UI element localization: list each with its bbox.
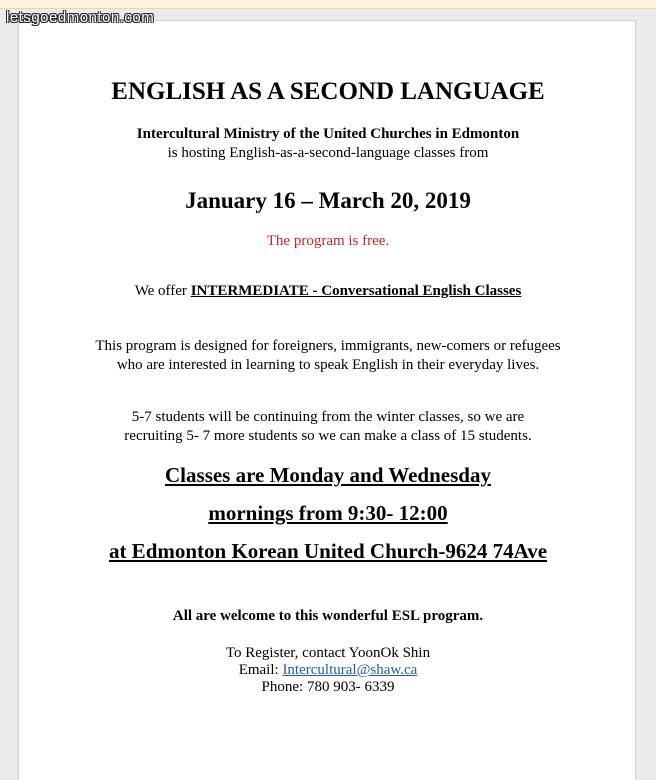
students-line-1: 5-7 students will be continuing from the winter classes, so we are (131, 409, 525, 425)
description-line-2: who are interested in learning to speak English in their everyday lives. (116, 357, 540, 373)
flyer-title: ENGLISH AS A SECOND LANGUAGE (111, 78, 545, 105)
schedule-location: at Edmonton Korean United Church-9624 74Ave (108, 539, 548, 563)
phone-number: Phone: 780 903- 6339 (261, 679, 395, 695)
students-line-2: recruiting 5- 7 more students so we can make a class of 15 students. (124, 428, 532, 444)
students-info (19, 408, 637, 446)
watermark: letsgoedmonton.com (6, 9, 155, 26)
organization-name: Intercultural Ministry of the United Churches in Edmonton (136, 126, 520, 142)
schedule-days: Classes are Monday and Wednesday (165, 463, 491, 487)
contact-block (19, 645, 637, 696)
welcome-message: All are welcome to this wonderful ESL program. (172, 608, 484, 624)
top-bar (0, 0, 656, 9)
hosting-text: is hosting English-as-a-second-language classes from (167, 145, 489, 161)
flyer-page (18, 20, 636, 780)
offer-line (19, 283, 637, 300)
schedule-time: mornings from 9:30- 12:00 (208, 501, 448, 525)
program-dates: January 16 – March 20, 2019 (185, 188, 471, 213)
offer-prefix: We offer (134, 283, 191, 299)
free-note: The program is free. (266, 233, 390, 249)
register-contact: To Register, contact YoonOk Shin (225, 645, 431, 661)
email-label: Email: (238, 662, 283, 678)
program-description (19, 337, 637, 375)
description-line-1: This program is designed for foreigners, immigrants, new-comers or refugees (95, 338, 561, 354)
offer-class: INTERMEDIATE - Conversational English Classes (190, 283, 522, 299)
email-link[interactable]: Intercultural@shaw.ca (282, 662, 418, 678)
